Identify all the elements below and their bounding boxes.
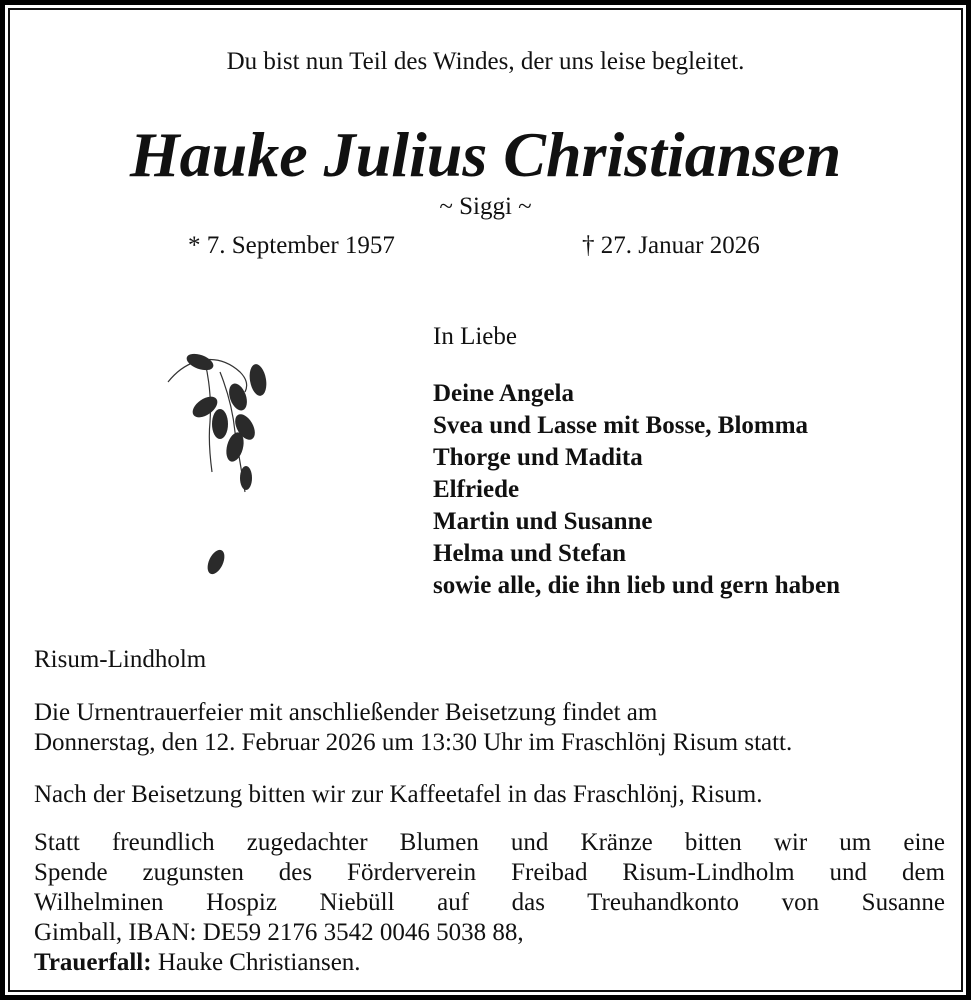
- notice-frame: [5, 5, 966, 995]
- donation-line: Gimball, IBAN: DE59 2176 3542 0046 5038 88,: [34, 919, 524, 946]
- mourner: Deine Angela: [433, 380, 574, 407]
- deceased-name: Hauke Julius Christiansen: [129, 119, 842, 190]
- ceremony-line: Donnerstag, den 12. Februar 2026 um 13:30 Uhr im Fraschlönj Risum statt.: [34, 729, 793, 756]
- donation-line: Statt freundlich zugedachter Blumen und Kränze bitten wir um eine: [34, 829, 945, 856]
- mourner: sowie alle, die ihn lieb und gern haben: [433, 572, 841, 599]
- reception-text: Nach der Beisetzung bitten wir zur Kaffeetafel in das Fraschlönj, Risum.: [34, 781, 763, 808]
- mourner: Elfriede: [433, 476, 520, 503]
- donation-text: [34, 828, 945, 978]
- mourner: Martin und Susanne: [433, 508, 653, 535]
- motto: Du bist nun Teil des Windes, der uns leise begleitet.: [226, 48, 745, 75]
- contact-line: [34, 948, 945, 978]
- mourner: Svea und Lasse mit Bosse, Blomma: [433, 412, 809, 439]
- intro-text: In Liebe: [433, 323, 517, 350]
- mourner: Helma und Stefan: [433, 540, 627, 567]
- donation-line: Wilhelminen Hospiz Niebüll auf das Treuhandkonto von Susanne: [34, 889, 945, 916]
- contact-value: Hauke Christiansen.: [151, 949, 361, 976]
- nickname: ~ Siggi ~: [439, 193, 532, 220]
- birth-date: * 7. September 1957: [188, 232, 395, 259]
- notice-border: [8, 8, 963, 992]
- place: Risum-Lindholm: [34, 646, 207, 673]
- donation-line: Spende zugunsten des Förderverein Freibad Risum-Lindholm und dem: [34, 859, 945, 886]
- falling-leaves-icon: [150, 332, 280, 592]
- mourner: Thorge und Madita: [433, 444, 643, 471]
- mourners-list: [433, 378, 840, 602]
- death-date: † 27. Januar 2026: [582, 232, 760, 259]
- ceremony-text: [34, 698, 945, 758]
- contact-label: Trauerfall:: [34, 949, 152, 976]
- ceremony-line: Die Urnentrauerfeier mit anschließender Beisetzung findet am: [34, 699, 658, 726]
